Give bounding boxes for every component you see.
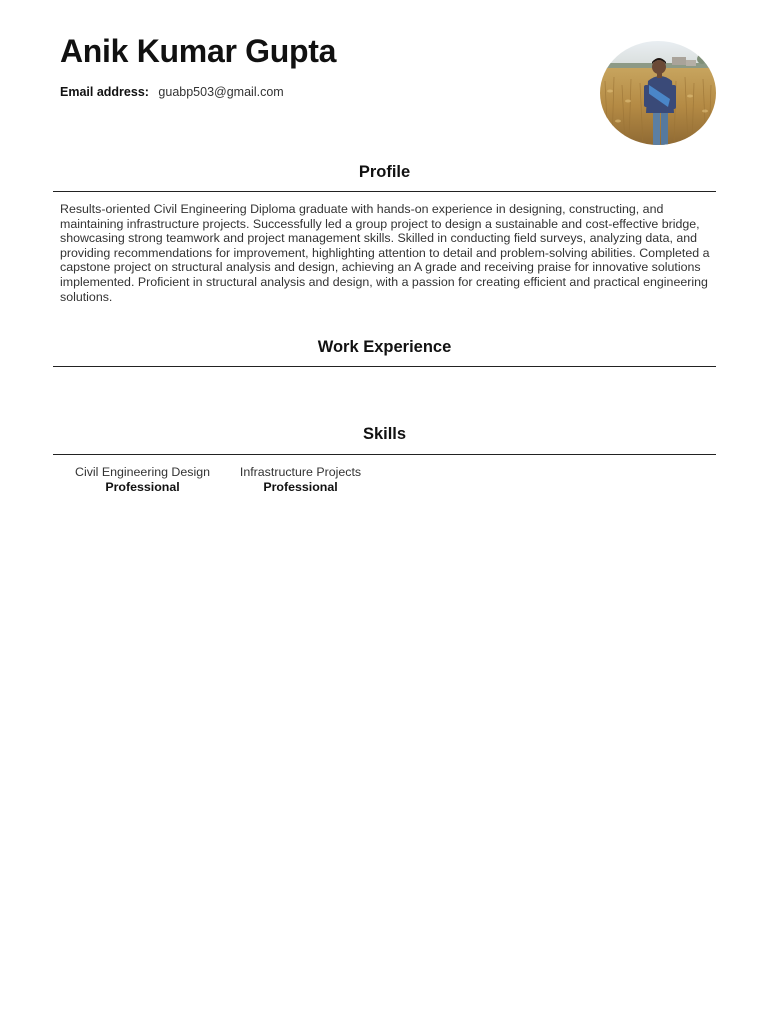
- skill-name: Infrastructure Projects: [239, 465, 362, 479]
- profile-divider: [53, 191, 716, 192]
- profile-photo: [600, 41, 716, 145]
- email-value: guabp503@gmail.com: [158, 85, 284, 99]
- skills-divider: [53, 454, 716, 455]
- skill-item: [229, 465, 372, 494]
- contact-email: [60, 85, 284, 99]
- work-experience-divider: [53, 366, 716, 367]
- work-experience-heading: Work Experience: [317, 338, 452, 356]
- email-label: Email address:: [60, 85, 149, 99]
- skill-item: [70, 465, 215, 494]
- skill-level: Professional: [263, 479, 338, 494]
- candidate-name: Anik Kumar Gupta: [60, 33, 337, 69]
- skill-level: Professional: [105, 479, 180, 494]
- profile-summary: Results-oriented Civil Engineering Diploma graduate with hands-on experience in designing, constructing, and maintaining infrastructure projects. Successfully led a group project to design a sustainable and cost-effective bridge, showcasing strong teamwork and project management skills. Skilled in conducting field surveys, analyzing data, and providing recommendations for improvement, highlighting attention to detail and problem-solving abilities. Completed a capstone project on structural analysis and design, achieving an A grade and receiving praise for innovative solutions implemented. Proficient in structural analysis and design, with a passion for creating efficient and practical engineering solutions.: [60, 202, 710, 304]
- profile-heading: Profile: [358, 163, 411, 181]
- skill-name: Civil Engineering Design: [75, 465, 210, 479]
- skills-heading: Skills: [362, 425, 407, 443]
